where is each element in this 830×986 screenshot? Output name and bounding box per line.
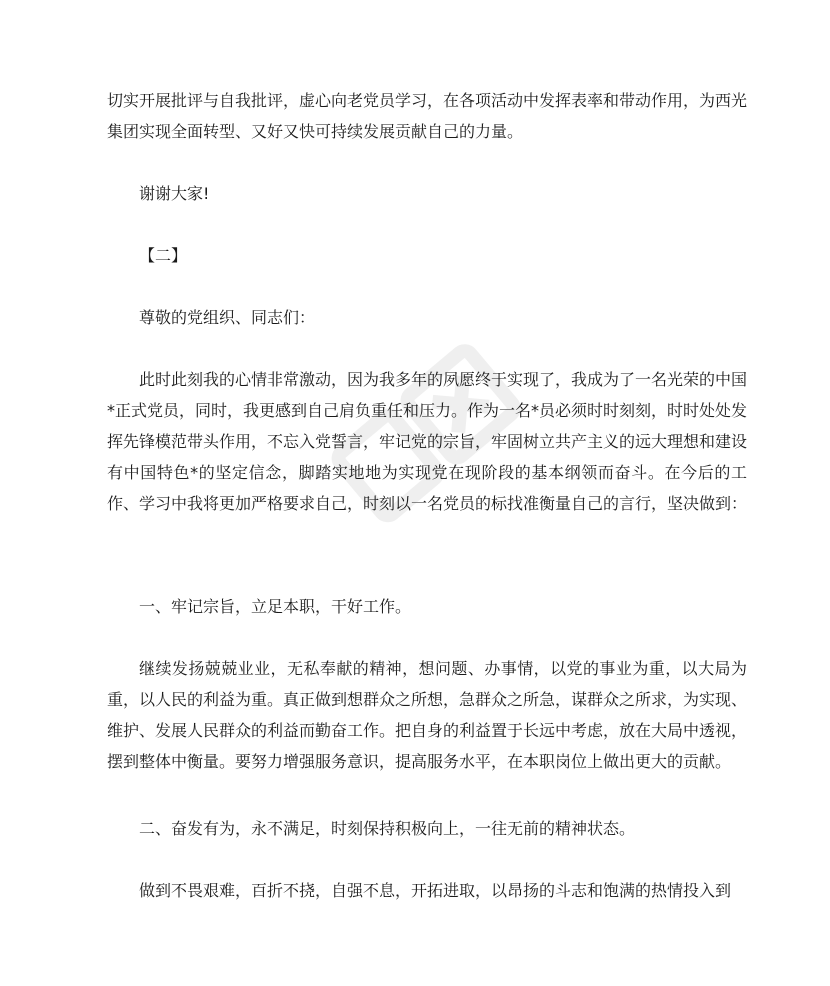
paragraph-intro: 此时此刻我的心情非常激动，因为我多年的夙愿终于实现了，我成为了一名光荣的中国*正式党员，同时，我更感到自己肩负重任和压力。作为一名*员必须时时刻刻，时时处处发挥先锋模范带头作用，不忘入党誓言，牢记党的宗旨，牢固树立共产主义的远大理想和建设有中国特色*的坚定信念，脚踏实地地为实现党在现阶段的基本纲领而奋斗。在今后的工作、学习中我将更加严格要求自己，时刻以一名党员的标找准衡量自己的言行，坚决做到： xyxy=(107,370,748,513)
point-two-heading: 二、奋发有为，永不满足，时刻保持积极向上，一往无前的精神状态。 xyxy=(139,819,636,838)
point-one-heading: 一、牢记宗旨，立足本职，干好工作。 xyxy=(139,597,412,616)
paragraph-continuation: 切实开展批评与自我批评，虚心向老党员学习，在各项活动中发挥表率和带动作用，为西光集团实现全面转型、又好又快可持续发展贡献自己的力量。 xyxy=(107,91,748,141)
point-one-body: 继续发扬兢兢业业，无私奉献的精神，想问题、办事情，以党的事业为重，以大局为重，以人民的利益为重。真正做到想群众之所想，急群众之所急，谋群众之所求，为实现、维护、发展人民群众的利益而勤奋工作。把自身的利益置于长远中考虑，放在大局中透视，摆到整体中衡量。要努力增强服务意识，提高服务水平，在本职岗位上做出更大的贡献。 xyxy=(107,659,748,771)
section-heading-two: 【二】 xyxy=(139,246,188,265)
point-two-body: 做到不畏艰难，百折不挠，自强不息，开拓进取，以昂扬的斗志和饱满的热情投入到 xyxy=(139,881,732,900)
paragraph-thanks: 谢谢大家! xyxy=(139,184,210,203)
paragraph-salutation: 尊敬的党组织、同志们： xyxy=(139,308,316,327)
